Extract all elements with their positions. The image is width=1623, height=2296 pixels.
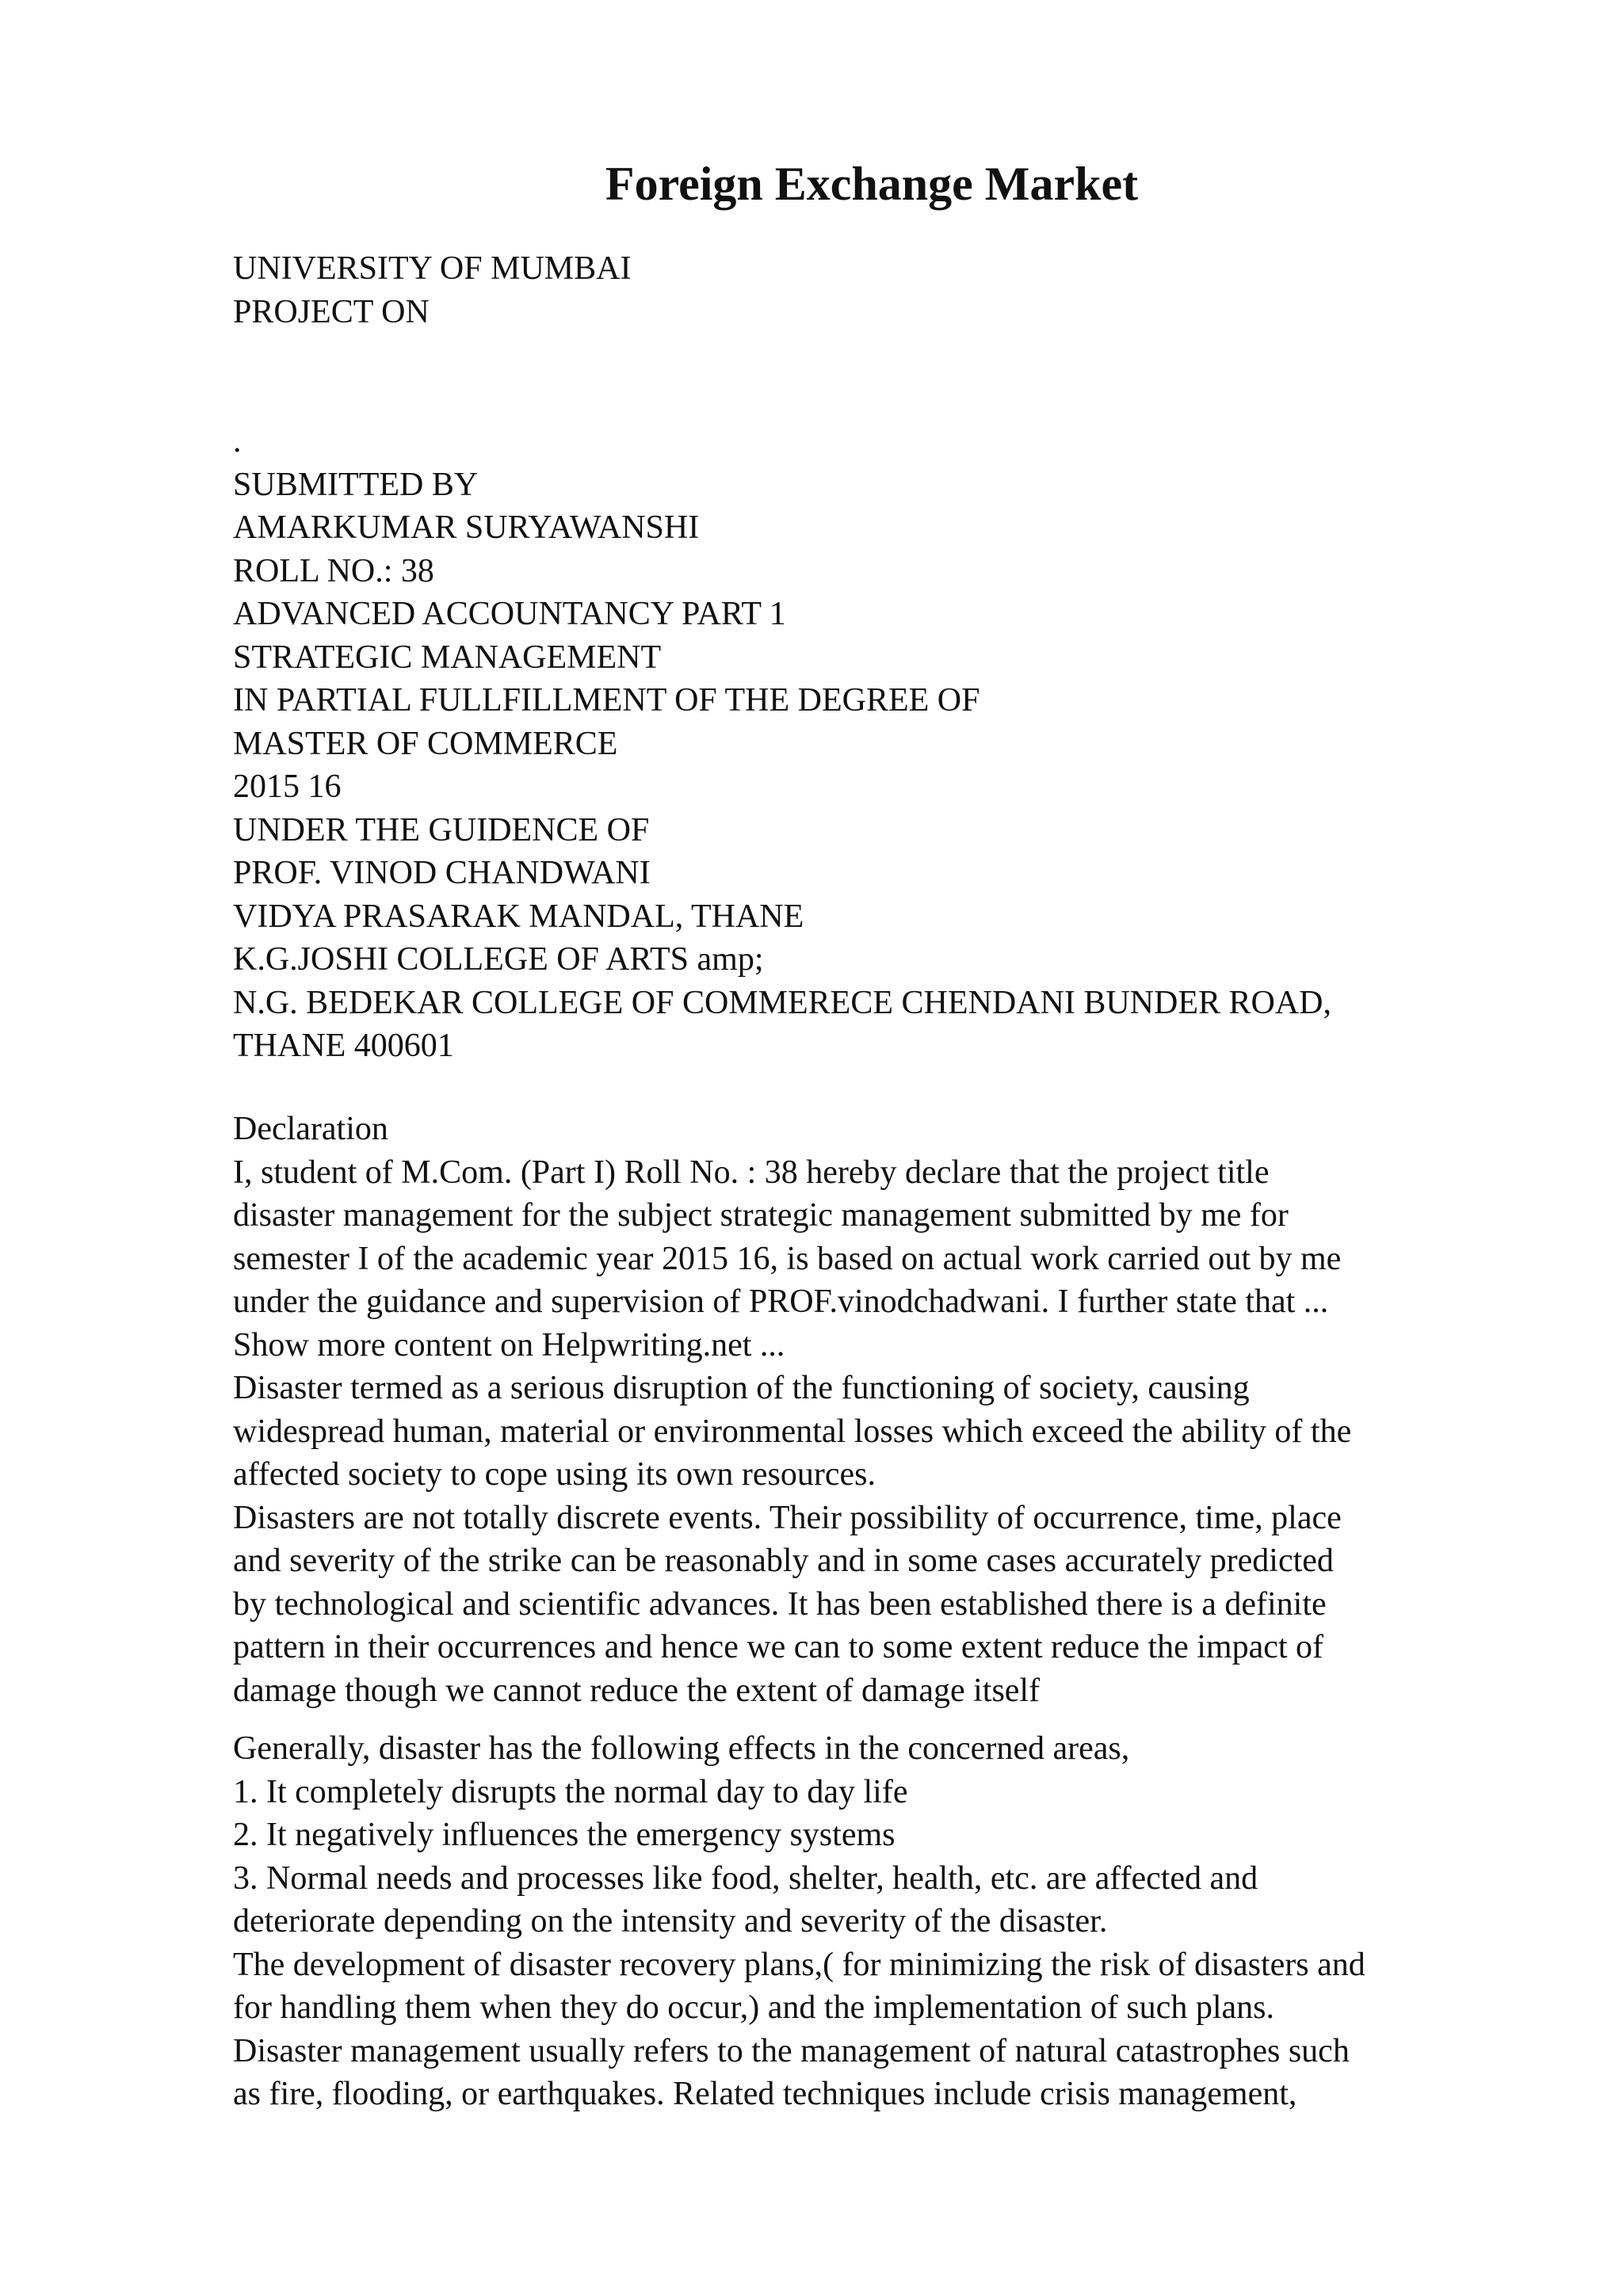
declaration-line: damage though we cannot reduce the extent of damage itself — [233, 1672, 1041, 1709]
declaration-line: pattern in their occurrences and hence we can to some extent reduce the impact of — [233, 1629, 1324, 1665]
submission-line: THANE 400601 — [233, 1028, 454, 1064]
effects-list-item: 3. Normal needs and processes like food, shelter, health, etc. are affected and — [233, 1859, 1258, 1897]
submission-line: N.G. BEDEKAR COLLEGE OF COMMERECE CHENDANI BUNDER ROAD, — [233, 984, 1331, 1021]
declaration-heading: Declaration — [233, 1111, 388, 1147]
declaration-line: widespread human, material or environmental losses which exceed the ability of the — [233, 1413, 1352, 1450]
declaration-line: Disasters are not totally discrete events. Their possibility of occurrence, time, place — [233, 1499, 1342, 1536]
submission-line: AMARKUMAR SURYAWANSHI — [233, 509, 700, 546]
declaration-line: Disaster termed as a serious disruption of the functioning of society, causing — [233, 1370, 1250, 1406]
submission-line: IN PARTIAL FULLFILLMENT OF THE DEGREE OF — [233, 682, 980, 719]
declaration-line: I, student of M.Com. (Part I) Roll No. : 38 hereby declare that the project title — [233, 1154, 1270, 1191]
header-line-project-on: PROJECT ON — [233, 293, 430, 330]
submission-line: VIDYA PRASARAK MANDAL, THANE — [233, 898, 804, 935]
show-more-line: Show more content on Helpwriting.net ... — [233, 1326, 785, 1363]
submission-block — [233, 420, 1612, 1068]
effects-line: deteriorate depending on the intensity and severity of the disaster. — [233, 1903, 1108, 1939]
effects-list-item: 2. It negatively influences the emergency systems — [233, 1817, 896, 1853]
effects-line: for handling them when they do occur,) and the implementation of such plans. — [233, 1989, 1274, 2026]
submission-line: SUBMITTED BY — [233, 466, 479, 503]
effects-line: Generally, disaster has the following effects in the concerned areas, — [233, 1730, 1130, 1767]
declaration-line: by technological and scientific advances. It has been established there is a definite — [233, 1585, 1327, 1623]
submission-line: MASTER OF COMMERCE — [233, 725, 618, 762]
header-block — [233, 247, 1612, 334]
declaration-line: semester I of the academic year 2015 16, is based on actual work carried out by me — [233, 1240, 1342, 1277]
effects-list-item: 1. It completely disrupts the normal day to day life — [233, 1773, 908, 1810]
submission-line: STRATEGIC MANAGEMENT — [233, 639, 662, 676]
submission-line: ROLL NO.: 38 — [233, 552, 434, 589]
document-title: Foreign Exchange Market — [605, 158, 1139, 210]
submission-line: ADVANCED ACCOUNTANCY PART 1 — [233, 596, 786, 632]
effects-line: Disaster management usually refers to the management of natural catastrophes such — [233, 2032, 1350, 2069]
declaration-line: and severity of the strike can be reasonably and in some cases accurately predicted — [233, 1543, 1334, 1579]
header-line-university: UNIVERSITY OF MUMBAI — [233, 250, 632, 287]
declaration-line: disaster management for the subject strategic management submitted by me for — [233, 1197, 1289, 1234]
submission-line: K.G.JOSHI COLLEGE OF ARTS amp; — [233, 941, 764, 978]
declaration-line: under the guidance and supervision of PROF.vinodchadwani. I further state that ... — [233, 1283, 1329, 1320]
submission-line: UNDER THE GUIDENCE OF — [233, 811, 650, 849]
effects-block — [233, 1727, 1612, 2116]
submission-line: . — [233, 423, 242, 460]
declaration-line: affected society to cope using its own resources. — [233, 1456, 876, 1493]
submission-line: PROF. VINOD CHANDWANI — [233, 855, 651, 891]
declaration-block — [233, 1108, 1612, 1712]
submission-line: 2015 16 — [233, 769, 342, 805]
effects-line: The development of disaster recovery plans,( for minimizing the risk of disasters and — [233, 1946, 1365, 1983]
effects-line: as fire, flooding, or earthquakes. Related techniques include crisis management, — [233, 2076, 1297, 2112]
